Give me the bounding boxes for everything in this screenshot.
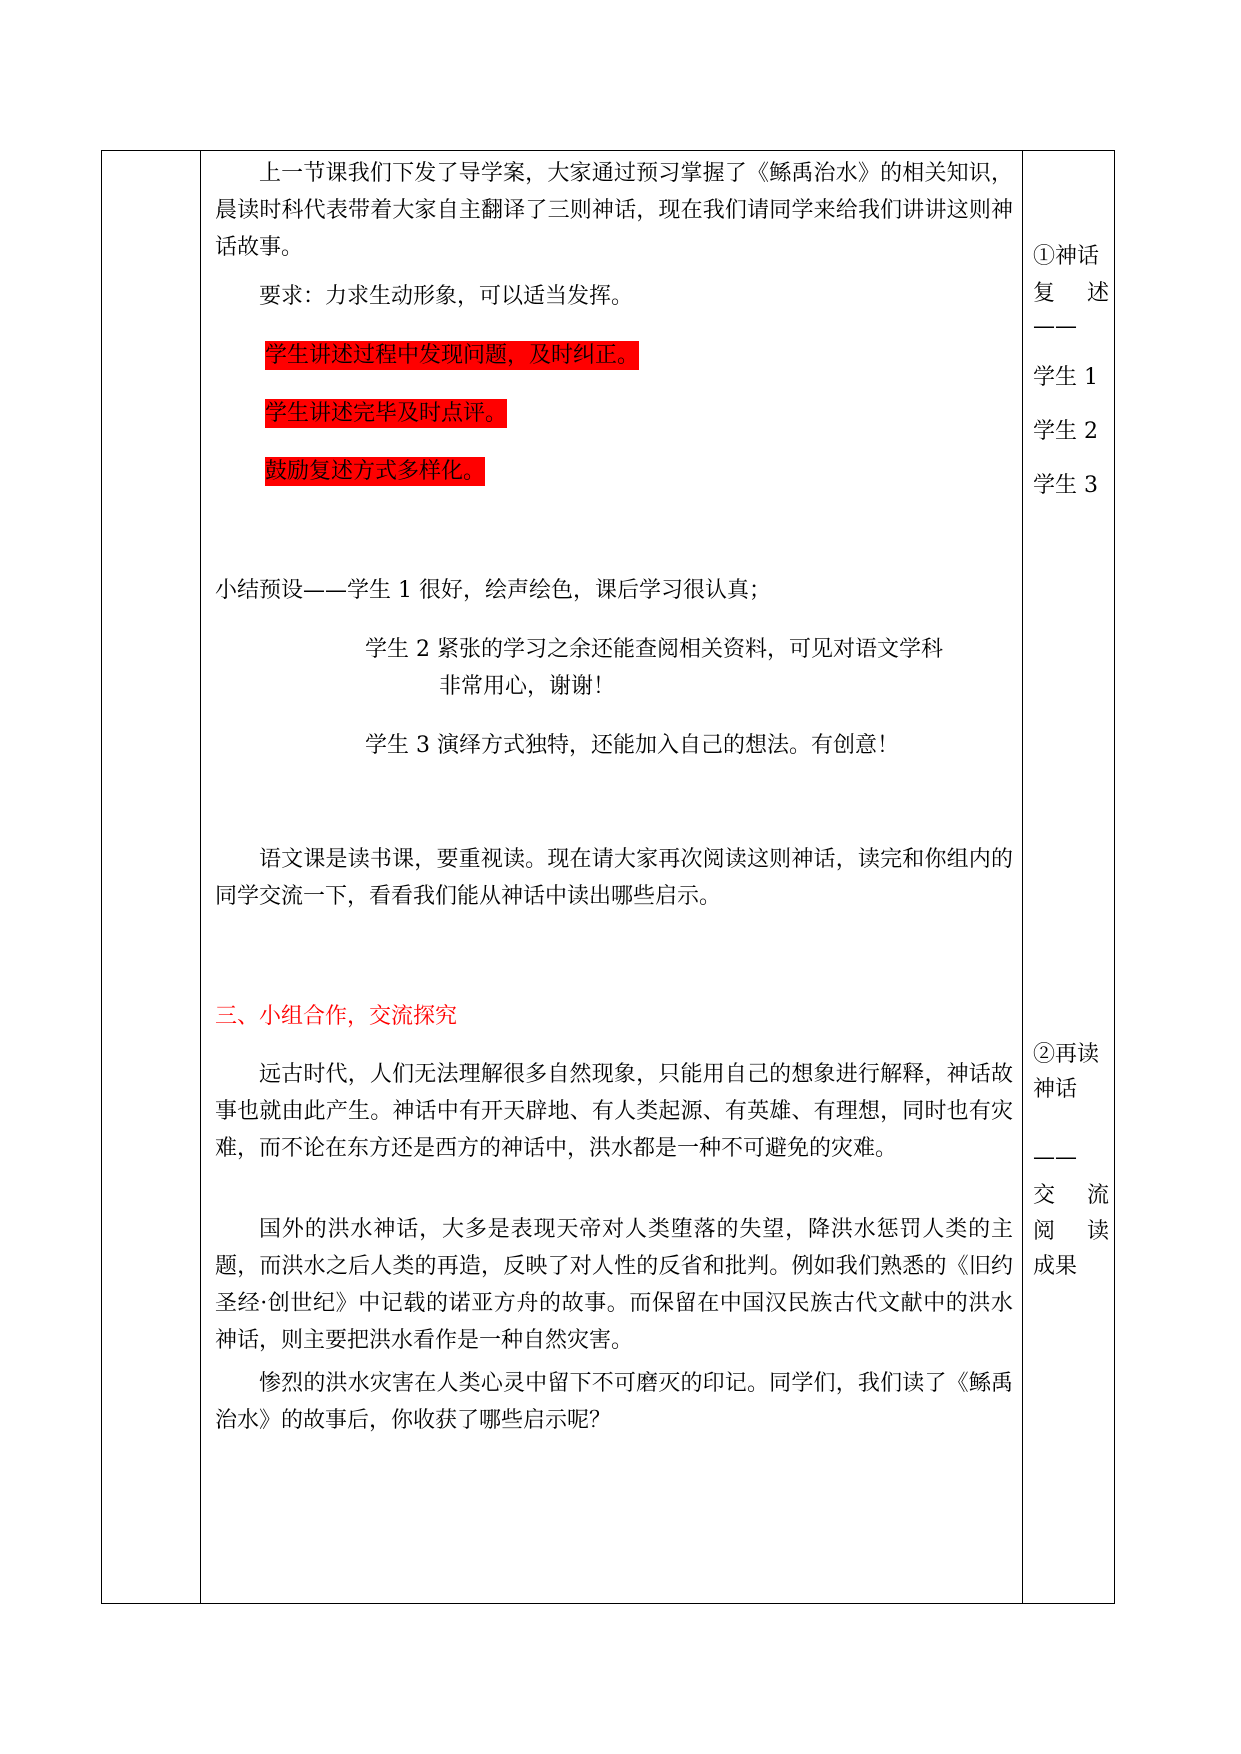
summary-student-2-line2: 非常用心，谢谢！ [439,674,616,699]
note-student-2: 学生 2 [1033,419,1098,444]
note-myth-retelling-line1: ①神话 [1033,244,1100,269]
paragraph-ancient-myths: 远古时代，人们无法理解很多自然现象，只能用自己的想象进行解释，神话故事也就由此产生。神话中有开天辟地、有人类起源、有英雄、有理想，同时也有灾难，而不论在东方还是西方的神话中，洪水都是一种不可避免的灾难。 [215,1062,1013,1161]
summary-student-2-line1: 学生 2 紧张的学习之余还能查阅相关资料，可见对语文学科 [365,637,943,662]
note-reread-dash: —— [1033,1145,1077,1170]
summary-student-3: 学生 3 演绎方式独特，还能加入自己的想法。有创意！ [365,733,899,758]
note-student-3: 学生 3 [1033,473,1098,498]
note-reread-line4: 阅读 [1033,1219,1109,1244]
paragraph-foreign-flood-myths: 国外的洪水神话，大多是表现天帝对人类堕落的失望，降洪水惩罚人类的主题，而洪水之后人类的再造，反映了对人性的反省和批判。例如我们熟悉的《旧约圣经·创世纪》中记载的诺亚方舟的故事。而保留在中国汉民族古代文献中的洪水神话，则主要把洪水看作是一种自然灾害。 [215,1217,1013,1353]
reading-instruction: 语文课是读书课，要重视读。现在请大家再次阅读这则神话，读完和你组内的同学交流一下，看看我们能从神话中读出哪些启示。 [215,847,1013,909]
intro-paragraph: 上一节课我们下发了导学案，大家通过预习掌握了《鲧禹治水》的相关知识，晨读时科代表带着大家自主翻译了三则神话，现在我们请同学来给我们讲讲这则神话故事。 [215,161,1013,260]
lesson-table [101,150,1115,1604]
requirement-text: 要求：力求生动形象，可以适当发挥。 [259,284,634,309]
note-reread-line2: 神话 [1033,1077,1078,1102]
highlight-comment: 学生讲述完毕及时点评。 [265,401,508,426]
highlight-correction: 学生讲述过程中发现问题，及时纠正。 [265,343,640,368]
note-myth-retelling-dash: —— [1033,314,1077,339]
column-divider-left [200,151,201,1603]
highlight-diversity: 鼓励复述方式多样化。 [265,459,486,484]
main-content-cell [215,151,1013,1603]
note-student-1: 学生 1 [1033,365,1098,390]
note-reread-line1: ②再读 [1033,1042,1100,1067]
summary-lead: 小结预设——学生 1 很好，绘声绘色，课后学习很认真； [215,578,771,603]
paragraph-inspiration-question: 惨烈的洪水灾害在人类心灵中留下不可磨灭的印记。同学们，我们读了《鲧禹治水》的故事后，你收获了哪些启示呢？ [215,1371,1013,1433]
section-heading: 三、小组合作，交流探究 [215,1004,458,1029]
note-reread-line5: 成果 [1033,1254,1078,1279]
column-divider-right [1022,151,1023,1603]
notes-cell [1033,151,1109,1603]
note-myth-retelling-line2: 复述 [1033,281,1109,306]
note-reread-line3: 交流 [1033,1183,1109,1208]
